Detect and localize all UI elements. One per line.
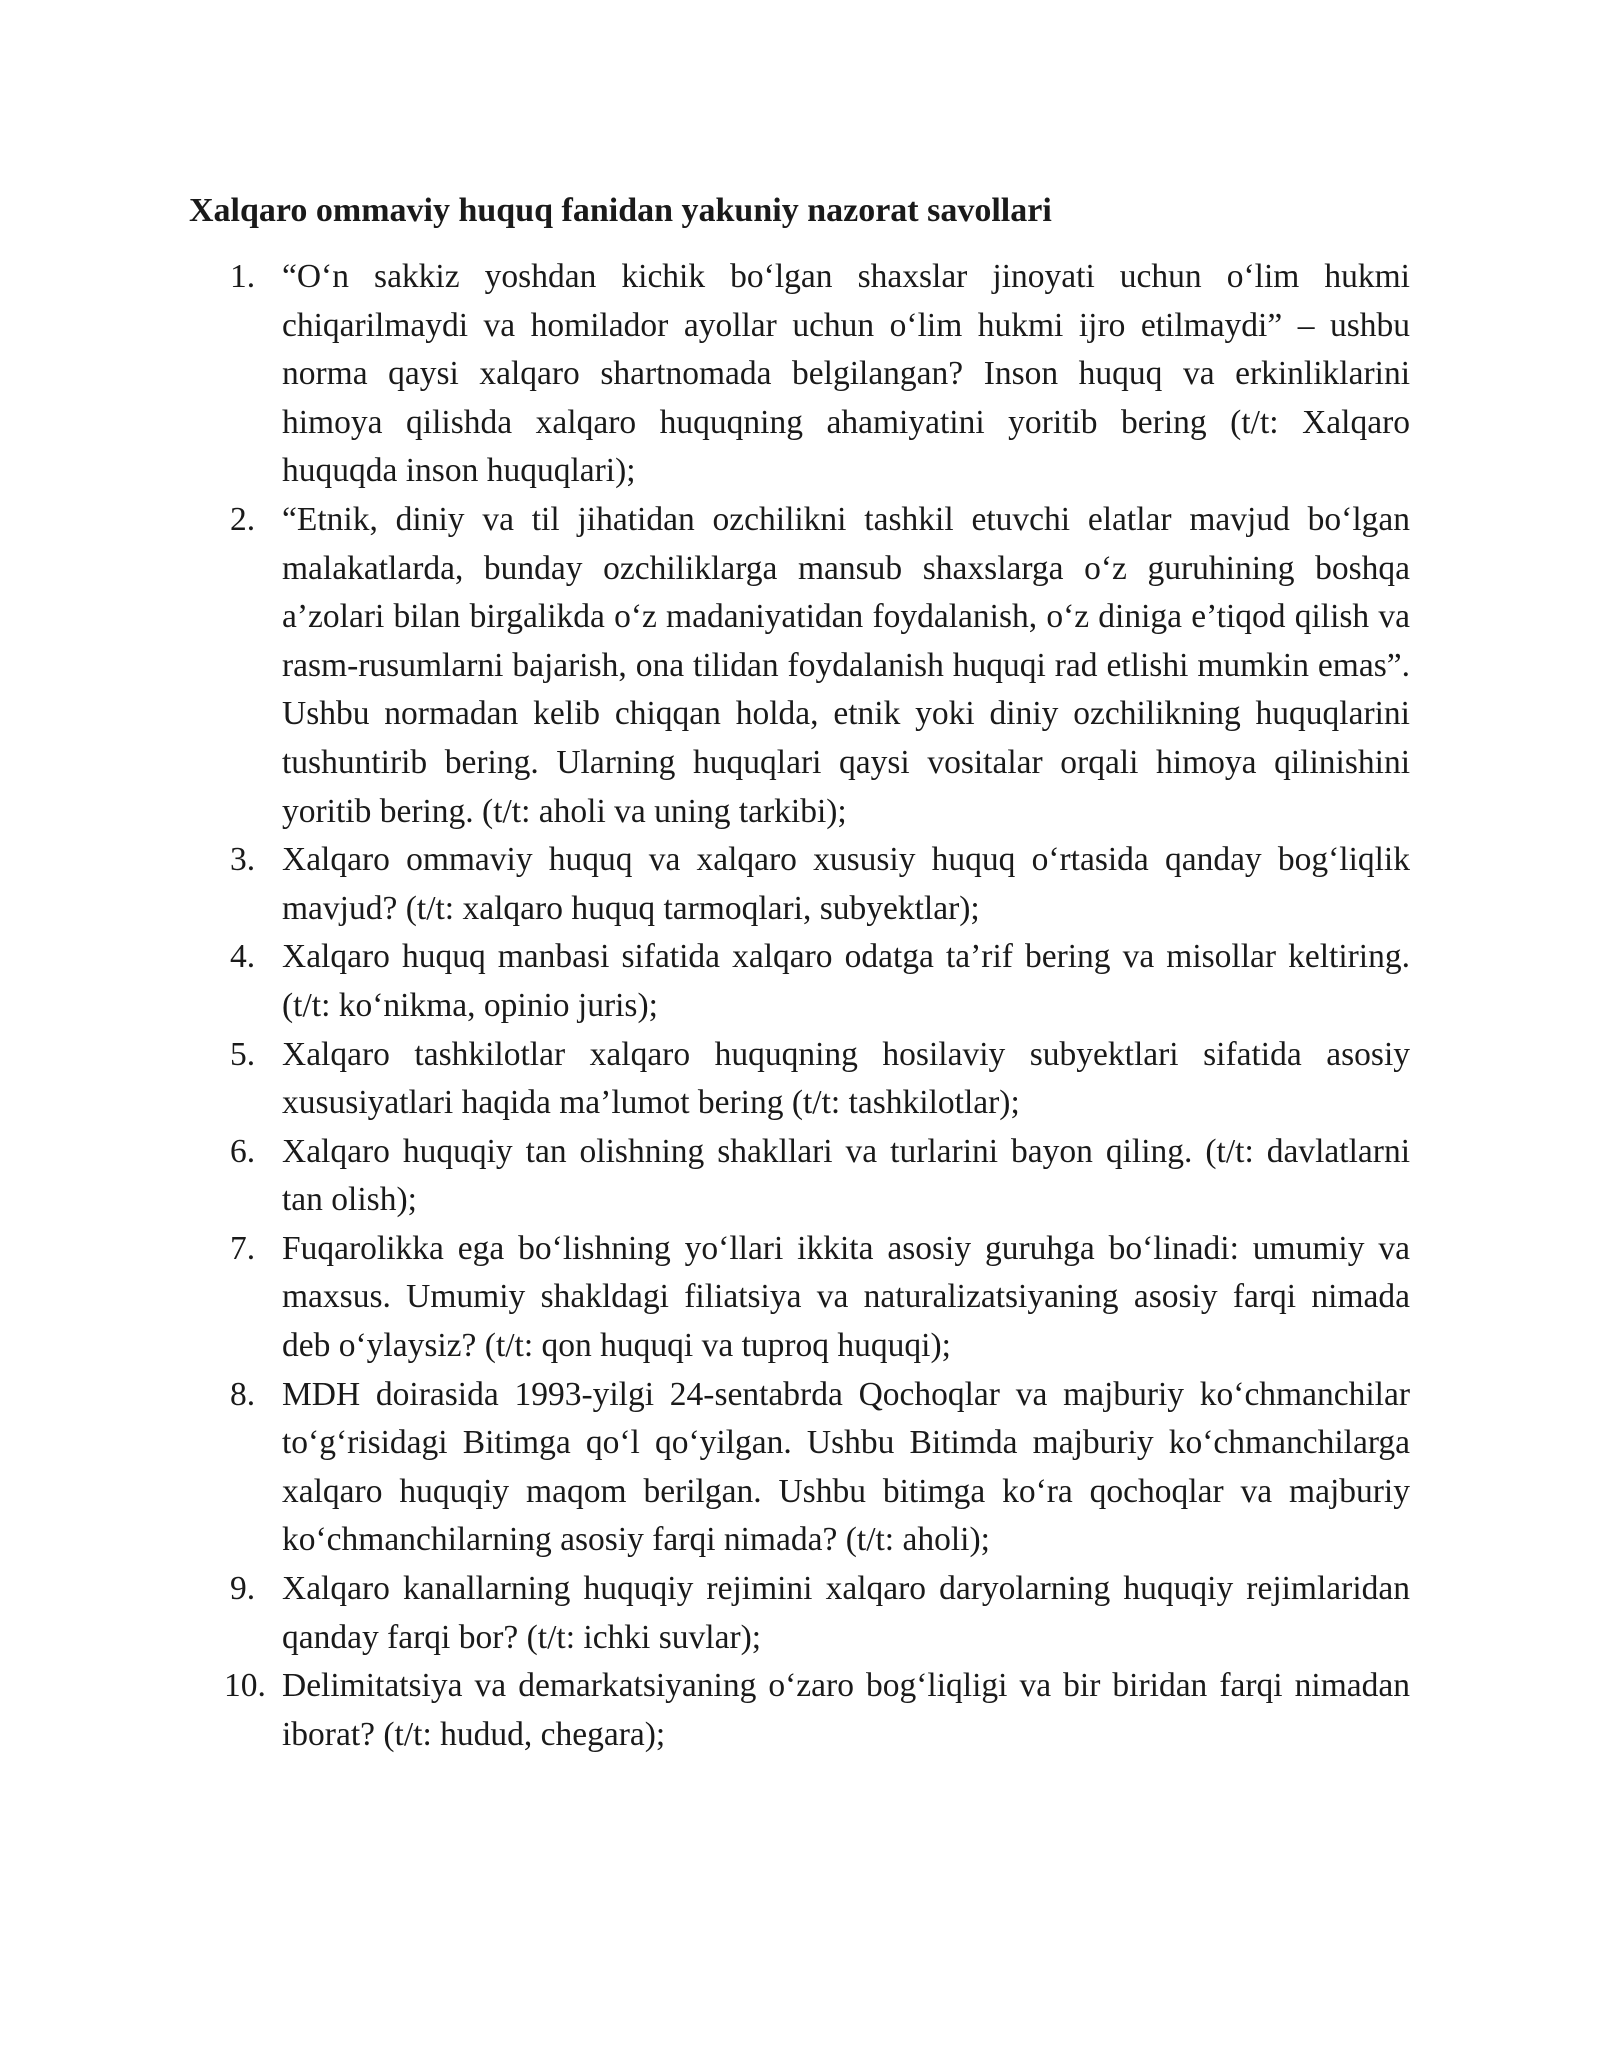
- question-item: [230, 1225, 1410, 1371]
- question-number: 10.: [224, 1667, 266, 1705]
- question-item: [230, 1371, 1410, 1565]
- question-number: 4.: [230, 938, 256, 976]
- question-item: [230, 253, 1410, 496]
- question-item: [230, 1565, 1410, 1662]
- question-number: 8.: [230, 1375, 256, 1413]
- question-list: [224, 253, 1410, 1759]
- question-text: “Etnik, diniy va til jihatidan ozchilikni tashkil etuvchi elatlar mavjud bo‘lgan malakatlarda, bunday ozchiliklarga mansub shaxslarga o‘z guruhining boshqa a’zolari bilan birgalikda o‘z madaniyatidan foydalanish, o‘z diniga e’tiqod qilish va rasm-rusumlarni bajarish, ona tilidan foydalanish huquqi rad etlishi mumkin emas”. Ushbu normadan kelib chiqqan holda, etnik yoki diniy ozchilikning huquqlarini tushuntirib bering. Ularning huquqlari qaysi vositalar orqali himoya qilinishini yoritib bering. (t/t: aholi va uning tarkibi);: [282, 500, 1410, 830]
- question-number: 5.: [230, 1035, 256, 1073]
- question-text: MDH doirasida 1993-yilgi 24-sentabrda Qochoqlar va majburiy ko‘chmanchilar to‘g‘risidagi Bitimga qo‘l qo‘yilgan. Ushbu Bitimda majburiy ko‘chmanchilarga xalqaro huquqiy maqom berilgan. Ushbu bitimga ko‘ra qochoqlar va majburiy ko‘chmanchilarning asosiy farqi nimada? (t/t: aholi);: [282, 1375, 1410, 1559]
- question-item: [230, 836, 1410, 933]
- question-number: 7.: [230, 1229, 256, 1267]
- question-item: [224, 1662, 1410, 1759]
- document-title: Xalqaro ommaviy huquq fanidan yakuniy nazorat savollari: [189, 192, 1052, 229]
- question-item: [230, 496, 1410, 836]
- question-text: Xalqaro tashkilotlar xalqaro huquqning hosilaviy subyektlari sifatida asosiy xususiyatlari haqida ma’lumot bering (t/t: tashkilotlar);: [282, 1035, 1410, 1122]
- question-text: Xalqaro kanallarning huquqiy rejimini xalqaro daryolarning huquqiy rejimlaridan qanday farqi bor? (t/t: ichki suvlar);: [282, 1570, 1410, 1656]
- question-text: Xalqaro huquqiy tan olishning shakllari va turlarini bayon qiling. (t/t: davlatlarni tan olish);: [282, 1132, 1410, 1219]
- question-text: Delimitatsiya va demarkatsiyaning o‘zaro bog‘liqligi va bir biridan farqi nimadan iborat? (t/t: hudud, chegara);: [282, 1667, 1410, 1753]
- question-number: 9.: [230, 1570, 256, 1608]
- question-number: 1.: [230, 258, 256, 295]
- question-text: “O‘n sakkiz yoshdan kichik bo‘lgan shaxslar jinoyati uchun o‘lim hukmi chiqarilmaydi va homilador ayollar uchun o‘lim hukmi ijro etilmaydi” – ushbu norma qaysi xalqaro shartnomada belgilangan? Inson huquq va erkinliklarini himoya qilishda xalqaro huquqning ahamiyatini yoritib bering (t/t: Xalqaro huquqda inson huquqlari);: [282, 258, 1410, 490]
- question-number: 6.: [230, 1132, 256, 1170]
- question-number: 3.: [230, 841, 256, 879]
- question-item: [230, 1128, 1410, 1225]
- question-text: Xalqaro huquq manbasi sifatida xalqaro odatga ta’rif bering va misollar keltiring. (t/t: ko‘nikma, opinio juris);: [282, 938, 1410, 1024]
- question-number: 2.: [230, 500, 256, 538]
- question-text: Xalqaro ommaviy huquq va xalqaro xususiy huquq o‘rtasida qanday bog‘liqlik mavjud? (t/t: xalqaro huquq tarmoqlari, subyektlar);: [282, 841, 1410, 927]
- question-text: Fuqarolikka ega bo‘lishning yo‘llari ikkita asosiy guruhga bo‘linadi: umumiy va maxsus. Umumiy shakldagi filiatsiya va naturalizatsiyaning asosiy farqi nimada deb o‘ylaysiz? (t/t: qon huquqi va tuproq huquqi);: [282, 1229, 1410, 1365]
- question-item: [230, 1031, 1410, 1128]
- question-item: [230, 933, 1410, 1030]
